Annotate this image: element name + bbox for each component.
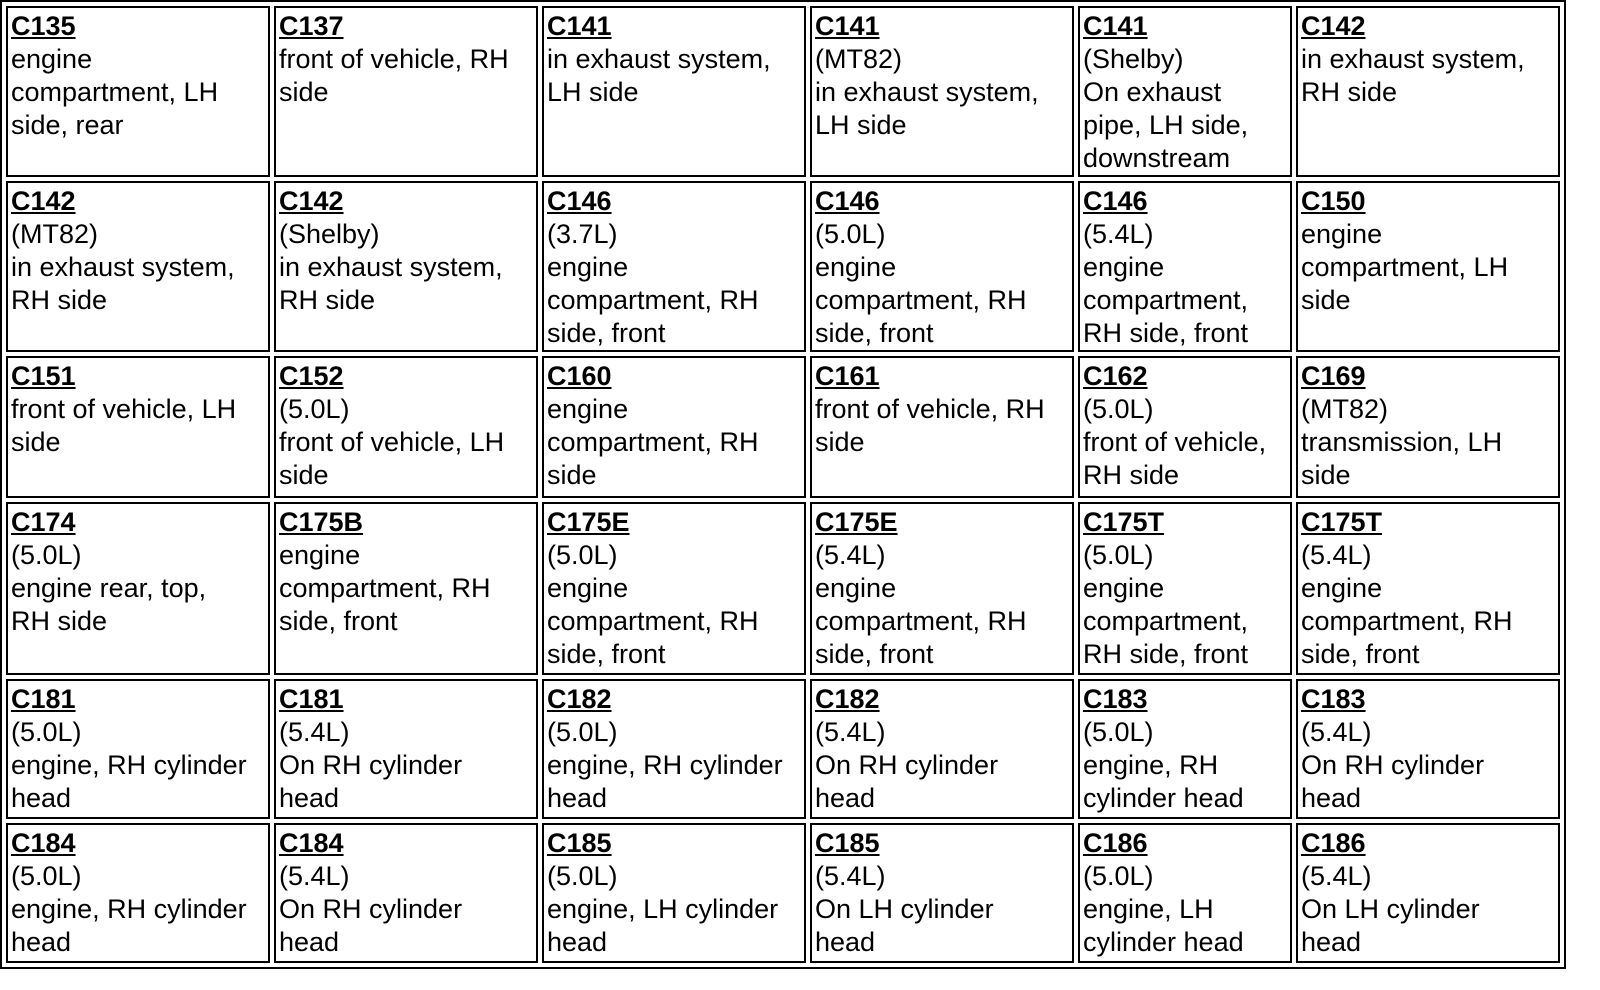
location-text: RH side: [1083, 460, 1180, 490]
location-text: head: [547, 783, 608, 813]
table-row: [6, 356, 1560, 498]
location-text: side: [815, 427, 865, 457]
location-text: (Shelby): [1083, 44, 1184, 74]
connector-cell: [1296, 6, 1560, 177]
location-text: front of vehicle, LH: [11, 394, 237, 424]
location-text: compartment, RH: [547, 285, 759, 315]
connector-id: C182: [815, 684, 880, 714]
connector-cell: [1296, 356, 1560, 498]
connector-cell: [542, 181, 806, 352]
connector-id: C169: [1301, 361, 1366, 391]
connector-cell: [274, 6, 538, 177]
connector-id: C186: [1083, 828, 1148, 858]
connector-cell: [6, 181, 270, 352]
connector-id: C146: [815, 186, 880, 216]
location-text: (5.4L): [815, 717, 886, 747]
location-text: head: [815, 783, 876, 813]
location-text: compartment, RH: [547, 606, 759, 636]
connector-cell: [1078, 6, 1292, 177]
location-text: front of vehicle, LH: [279, 427, 505, 457]
location-text: RH side: [11, 285, 108, 315]
location-text: side, front: [815, 639, 934, 669]
connector-cell: [1296, 679, 1560, 819]
connector-id: C151: [11, 361, 76, 391]
location-text: LH side: [815, 110, 907, 140]
connector-id: C141: [1083, 11, 1148, 41]
connector-id: C185: [547, 828, 612, 858]
location-text: compartment, RH: [815, 606, 1027, 636]
connector-cell: [810, 823, 1074, 963]
location-text: (5.4L): [279, 861, 350, 891]
location-text: front of vehicle,: [1083, 427, 1267, 457]
location-text: (5.4L): [815, 861, 886, 891]
location-text: (5.4L): [1083, 219, 1154, 249]
location-text: RH side, front: [1083, 318, 1249, 348]
location-text: side: [1301, 460, 1351, 490]
connector-id: C142: [11, 186, 76, 216]
connector-cell: [1296, 181, 1560, 352]
location-text: compartment, LH: [1301, 252, 1509, 282]
connector-id: C146: [1083, 186, 1148, 216]
location-text: engine rear, top,: [11, 573, 207, 603]
location-text: head: [11, 783, 72, 813]
location-text: On RH cylinder: [815, 750, 999, 780]
connector-id: C175E: [815, 507, 898, 537]
connector-cell: [1078, 823, 1292, 963]
connector-id: C161: [815, 361, 880, 391]
location-text: (5.4L): [279, 717, 350, 747]
location-text: head: [1301, 927, 1362, 957]
location-text: (5.0L): [1083, 540, 1154, 570]
location-text: in exhaust system,: [1301, 44, 1525, 74]
connector-cell: [6, 679, 270, 819]
location-text: engine: [547, 252, 629, 282]
connector-id: C181: [11, 684, 76, 714]
location-text: engine: [547, 573, 629, 603]
table-row: [6, 181, 1560, 352]
connector-cell: [1078, 181, 1292, 352]
location-text: (5.4L): [1301, 861, 1372, 891]
location-text: head: [815, 927, 876, 957]
location-text: (5.0L): [11, 540, 82, 570]
location-text: downstream: [1083, 143, 1231, 173]
table-row: [6, 502, 1560, 675]
connector-cell: [274, 679, 538, 819]
connector-id: C152: [279, 361, 344, 391]
location-text: compartment, RH: [279, 573, 491, 603]
location-text: (5.0L): [1083, 861, 1154, 891]
connector-cell: [542, 6, 806, 177]
location-text: head: [279, 927, 340, 957]
table-row: [6, 6, 1560, 177]
location-text: On RH cylinder: [279, 894, 463, 924]
location-text: side: [279, 77, 329, 107]
table-body: [6, 6, 1560, 963]
connector-id: C184: [11, 828, 76, 858]
connector-cell: [810, 502, 1074, 675]
connector-cell: [542, 679, 806, 819]
location-text: engine: [547, 394, 629, 424]
location-text: cylinder head: [1083, 783, 1244, 813]
location-text: side, rear: [11, 110, 124, 140]
location-text: cylinder head: [1083, 927, 1244, 957]
connector-id: C142: [279, 186, 344, 216]
connector-id: C146: [547, 186, 612, 216]
location-text: engine: [279, 540, 361, 570]
connector-id: C162: [1083, 361, 1148, 391]
table-row: [6, 823, 1560, 963]
location-text: (5.0L): [547, 861, 618, 891]
connector-cell: [810, 356, 1074, 498]
location-text: side, front: [1301, 639, 1420, 669]
location-text: (3.7L): [547, 219, 618, 249]
location-text: compartment, RH: [547, 427, 759, 457]
connector-id: C186: [1301, 828, 1366, 858]
location-text: (MT82): [11, 219, 98, 249]
location-text: engine: [1301, 573, 1383, 603]
location-text: compartment, RH: [815, 285, 1027, 315]
location-text: (Shelby): [279, 219, 380, 249]
location-text: (5.0L): [815, 219, 886, 249]
location-text: side, front: [547, 639, 666, 669]
connector-cell: [6, 502, 270, 675]
location-text: compartment, RH: [1301, 606, 1513, 636]
location-text: engine, LH: [1083, 894, 1214, 924]
connector-cell: [810, 679, 1074, 819]
connector-id: C137: [279, 11, 344, 41]
location-text: engine: [815, 573, 897, 603]
location-text: (5.0L): [547, 540, 618, 570]
connector-cell: [1078, 502, 1292, 675]
connector-id: C175T: [1083, 507, 1165, 537]
location-text: RH side: [279, 285, 376, 315]
location-text: side, front: [279, 606, 398, 636]
location-text: RH side: [1301, 77, 1398, 107]
connector-id: C175T: [1301, 507, 1383, 537]
location-text: (5.4L): [815, 540, 886, 570]
connector-cell: [810, 181, 1074, 352]
location-text: in exhaust system,: [279, 252, 503, 282]
location-text: (5.0L): [279, 394, 350, 424]
connector-cell: [1078, 356, 1292, 498]
connector-cell: [810, 6, 1074, 177]
connector-id: C141: [815, 11, 880, 41]
location-text: engine, RH cylinder: [547, 750, 783, 780]
connector-id: C142: [1301, 11, 1366, 41]
connector-cell: [1078, 679, 1292, 819]
location-text: compartment, LH: [11, 77, 219, 107]
location-text: engine: [11, 44, 93, 74]
connector-cell: [542, 502, 806, 675]
location-text: RH side, front: [1083, 639, 1249, 669]
connector-id: C150: [1301, 186, 1366, 216]
connector-cell: [274, 356, 538, 498]
location-text: On LH cylinder: [815, 894, 994, 924]
connector-id: C175E: [547, 507, 630, 537]
location-text: LH side: [547, 77, 639, 107]
location-text: head: [279, 783, 340, 813]
connector-cell: [274, 823, 538, 963]
location-text: (5.4L): [1301, 717, 1372, 747]
location-text: front of vehicle, RH: [279, 44, 509, 74]
connector-cell: [542, 356, 806, 498]
connector-id: C182: [547, 684, 612, 714]
connector-id: C141: [547, 11, 612, 41]
connector-id: C135: [11, 11, 76, 41]
location-text: (5.0L): [11, 861, 82, 891]
connector-id: C184: [279, 828, 344, 858]
location-text: pipe, LH side,: [1083, 110, 1249, 140]
table-row: [6, 679, 1560, 819]
location-text: (5.0L): [1083, 717, 1154, 747]
connector-id: C181: [279, 684, 344, 714]
location-text: compartment,: [1083, 285, 1249, 315]
location-text: in exhaust system,: [547, 44, 771, 74]
location-text: front of vehicle, RH: [815, 394, 1045, 424]
location-text: engine: [1083, 573, 1165, 603]
location-text: head: [547, 927, 608, 957]
location-text: RH side: [11, 606, 108, 636]
location-text: side, front: [815, 318, 934, 348]
location-text: On RH cylinder: [279, 750, 463, 780]
connector-cell: [6, 823, 270, 963]
connector-cell: [6, 356, 270, 498]
location-text: engine: [815, 252, 897, 282]
connector-id: C183: [1301, 684, 1366, 714]
location-text: in exhaust system,: [11, 252, 235, 282]
connector-cell: [6, 6, 270, 177]
location-text: engine, RH cylinder: [11, 750, 247, 780]
location-text: side: [279, 460, 329, 490]
connector-cell: [542, 823, 806, 963]
location-text: engine, RH: [1083, 750, 1219, 780]
connector-id: C175B: [279, 507, 364, 537]
connector-cell: [1296, 823, 1560, 963]
location-text: engine: [1083, 252, 1165, 282]
location-text: (MT82): [1301, 394, 1388, 424]
location-text: (5.0L): [1083, 394, 1154, 424]
location-text: engine, RH cylinder: [11, 894, 247, 924]
location-text: side: [1301, 285, 1351, 315]
location-text: in exhaust system,: [815, 77, 1039, 107]
location-text: side: [11, 427, 61, 457]
connector-id: C185: [815, 828, 880, 858]
location-text: (5.4L): [1301, 540, 1372, 570]
location-text: (5.0L): [11, 717, 82, 747]
connector-cell: [1296, 502, 1560, 675]
location-text: (MT82): [815, 44, 902, 74]
connector-id: C160: [547, 361, 612, 391]
location-text: On exhaust: [1083, 77, 1222, 107]
connector-id: C183: [1083, 684, 1148, 714]
connector-id: C174: [11, 507, 76, 537]
connector-cell: [274, 502, 538, 675]
location-text: engine: [1301, 219, 1383, 249]
location-text: (5.0L): [547, 717, 618, 747]
location-text: transmission, LH: [1301, 427, 1503, 457]
location-text: side, front: [547, 318, 666, 348]
location-text: On LH cylinder: [1301, 894, 1480, 924]
location-text: head: [11, 927, 72, 957]
location-text: side: [547, 460, 597, 490]
location-text: engine, LH cylinder: [547, 894, 779, 924]
location-text: compartment,: [1083, 606, 1249, 636]
connector-cell: [274, 181, 538, 352]
location-text: head: [1301, 783, 1362, 813]
location-text: On RH cylinder: [1301, 750, 1485, 780]
